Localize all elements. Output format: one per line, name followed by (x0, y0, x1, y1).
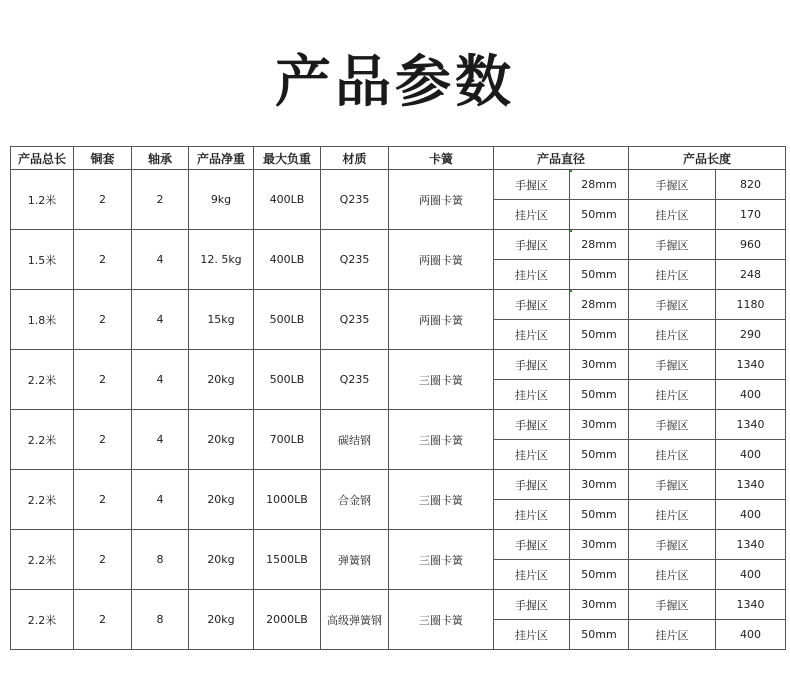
cell-bearing: 4 (132, 230, 189, 290)
cell-length: 2.2米 (11, 590, 74, 650)
cell-bearing: 4 (132, 410, 189, 470)
cell-hang-label: 挂片区 (494, 200, 570, 230)
cell-grip-length-label: 手握区 (629, 590, 716, 620)
cell-hang-diameter: 50mm (570, 620, 629, 650)
table-row (11, 470, 786, 500)
cell-weight: 20kg (189, 410, 254, 470)
cell-spring: 两圈卡簧 (389, 290, 494, 350)
cell-material: Q235 (321, 230, 389, 290)
cell-length: 2.2米 (11, 470, 74, 530)
cell-material: Q235 (321, 350, 389, 410)
cell-bearing: 4 (132, 350, 189, 410)
header-load: 最大负重 (254, 147, 321, 170)
header-spring: 卡簧 (389, 147, 494, 170)
cell-hang-length: 248 (716, 260, 786, 290)
cell-material: 高级弹簧钢 (321, 590, 389, 650)
cell-hang-diameter: 50mm (570, 200, 629, 230)
cell-material: 合金钢 (321, 470, 389, 530)
cell-grip-label: 手握区 (494, 170, 570, 200)
cell-grip-length: 1340 (716, 590, 786, 620)
cell-copper: 2 (74, 470, 132, 530)
cell-grip-label: 手握区 (494, 290, 570, 320)
cell-grip-diameter: 30mm (570, 350, 629, 380)
cell-material: Q235 (321, 170, 389, 230)
cell-copper: 2 (74, 170, 132, 230)
spec-table (10, 146, 786, 650)
cell-length: 2.2米 (11, 530, 74, 590)
cell-grip-length-label: 手握区 (629, 470, 716, 500)
cell-copper: 2 (74, 590, 132, 650)
cell-spring: 两圈卡簧 (389, 230, 494, 290)
cell-hang-diameter: 50mm (570, 380, 629, 410)
cell-load: 400LB (254, 230, 321, 290)
cell-load: 700LB (254, 410, 321, 470)
cell-load: 500LB (254, 350, 321, 410)
cell-grip-label: 手握区 (494, 590, 570, 620)
cell-spring: 三圈卡簧 (389, 590, 494, 650)
cell-grip-diameter: 28mm (570, 290, 629, 320)
cell-grip-diameter: 30mm (570, 470, 629, 500)
cell-hang-length-label: 挂片区 (629, 380, 716, 410)
cell-weight: 20kg (189, 350, 254, 410)
cell-grip-length-label: 手握区 (629, 530, 716, 560)
cell-hang-length: 400 (716, 620, 786, 650)
cell-spring: 三圈卡簧 (389, 530, 494, 590)
cell-material: Q235 (321, 290, 389, 350)
cell-weight: 9kg (189, 170, 254, 230)
cell-bearing: 4 (132, 470, 189, 530)
cell-length: 1.2米 (11, 170, 74, 230)
cell-weight: 20kg (189, 530, 254, 590)
cell-hang-length-label: 挂片区 (629, 500, 716, 530)
cell-grip-label: 手握区 (494, 350, 570, 380)
cell-grip-length: 1340 (716, 350, 786, 380)
cell-grip-label: 手握区 (494, 230, 570, 260)
cell-copper: 2 (74, 530, 132, 590)
cell-weight: 15kg (189, 290, 254, 350)
cell-load: 400LB (254, 170, 321, 230)
cell-grip-length: 1340 (716, 530, 786, 560)
cell-hang-label: 挂片区 (494, 380, 570, 410)
cell-weight: 20kg (189, 470, 254, 530)
cell-hang-length: 400 (716, 560, 786, 590)
cell-grip-length: 960 (716, 230, 786, 260)
cell-weight: 12. 5kg (189, 230, 254, 290)
cell-length: 1.8米 (11, 290, 74, 350)
cell-hang-diameter: 50mm (570, 560, 629, 590)
cell-copper: 2 (74, 410, 132, 470)
cell-length: 2.2米 (11, 410, 74, 470)
cell-hang-label: 挂片区 (494, 440, 570, 470)
cell-hang-length-label: 挂片区 (629, 260, 716, 290)
cell-grip-length: 1340 (716, 410, 786, 440)
cell-grip-length-label: 手握区 (629, 290, 716, 320)
cell-grip-label: 手握区 (494, 530, 570, 560)
table-row (11, 410, 786, 440)
cell-hang-label: 挂片区 (494, 500, 570, 530)
cell-hang-length-label: 挂片区 (629, 320, 716, 350)
header-bearing: 轴承 (132, 147, 189, 170)
cell-bearing: 4 (132, 290, 189, 350)
table-row (11, 590, 786, 620)
cell-hang-length: 400 (716, 380, 786, 410)
cell-grip-diameter: 28mm (570, 170, 629, 200)
cell-material: 弹簧钢 (321, 530, 389, 590)
cell-material: 碳结钢 (321, 410, 389, 470)
cell-grip-length-label: 手握区 (629, 350, 716, 380)
cell-grip-length-label: 手握区 (629, 170, 716, 200)
cell-grip-label: 手握区 (494, 470, 570, 500)
cell-hang-label: 挂片区 (494, 260, 570, 290)
header-length: 产品总长 (11, 147, 74, 170)
cell-hang-length-label: 挂片区 (629, 620, 716, 650)
cell-length: 1.5米 (11, 230, 74, 290)
table-row (11, 170, 786, 200)
cell-length: 2.2米 (11, 350, 74, 410)
header-material: 材质 (321, 147, 389, 170)
cell-load: 1000LB (254, 470, 321, 530)
header-weight: 产品净重 (189, 147, 254, 170)
cell-grip-diameter: 28mm (570, 230, 629, 260)
cell-hang-length: 400 (716, 440, 786, 470)
cell-copper: 2 (74, 230, 132, 290)
table-row (11, 290, 786, 320)
cell-hang-length-label: 挂片区 (629, 440, 716, 470)
table-row (11, 230, 786, 260)
cell-hang-length-label: 挂片区 (629, 200, 716, 230)
cell-hang-length: 290 (716, 320, 786, 350)
cell-grip-length: 820 (716, 170, 786, 200)
cell-spring: 两圈卡簧 (389, 170, 494, 230)
cell-load: 2000LB (254, 590, 321, 650)
cell-hang-diameter: 50mm (570, 260, 629, 290)
table-row (11, 530, 786, 560)
header-copper: 铜套 (74, 147, 132, 170)
cell-copper: 2 (74, 350, 132, 410)
cell-bearing: 8 (132, 590, 189, 650)
cell-hang-label: 挂片区 (494, 620, 570, 650)
cell-grip-label: 手握区 (494, 410, 570, 440)
header-diameter: 产品直径 (494, 147, 629, 170)
cell-grip-length: 1340 (716, 470, 786, 500)
cell-hang-diameter: 50mm (570, 500, 629, 530)
header-row (11, 147, 786, 170)
cell-hang-length: 170 (716, 200, 786, 230)
table-row (11, 350, 786, 380)
cell-hang-length: 400 (716, 500, 786, 530)
cell-load: 1500LB (254, 530, 321, 590)
cell-bearing: 2 (132, 170, 189, 230)
cell-hang-length-label: 挂片区 (629, 560, 716, 590)
cell-bearing: 8 (132, 530, 189, 590)
cell-copper: 2 (74, 290, 132, 350)
cell-hang-diameter: 50mm (570, 440, 629, 470)
cell-grip-length: 1180 (716, 290, 786, 320)
cell-hang-label: 挂片区 (494, 560, 570, 590)
cell-hang-label: 挂片区 (494, 320, 570, 350)
cell-grip-diameter: 30mm (570, 590, 629, 620)
cell-grip-diameter: 30mm (570, 530, 629, 560)
cell-hang-diameter: 50mm (570, 320, 629, 350)
cell-spring: 三圈卡簧 (389, 410, 494, 470)
cell-grip-length-label: 手握区 (629, 230, 716, 260)
cell-grip-length-label: 手握区 (629, 410, 716, 440)
cell-spring: 三圈卡簧 (389, 470, 494, 530)
header-product-length: 产品长度 (629, 147, 786, 170)
cell-grip-diameter: 30mm (570, 410, 629, 440)
cell-weight: 20kg (189, 590, 254, 650)
cell-load: 500LB (254, 290, 321, 350)
page-title: 产品参数 (275, 50, 515, 115)
cell-spring: 三圈卡簧 (389, 350, 494, 410)
